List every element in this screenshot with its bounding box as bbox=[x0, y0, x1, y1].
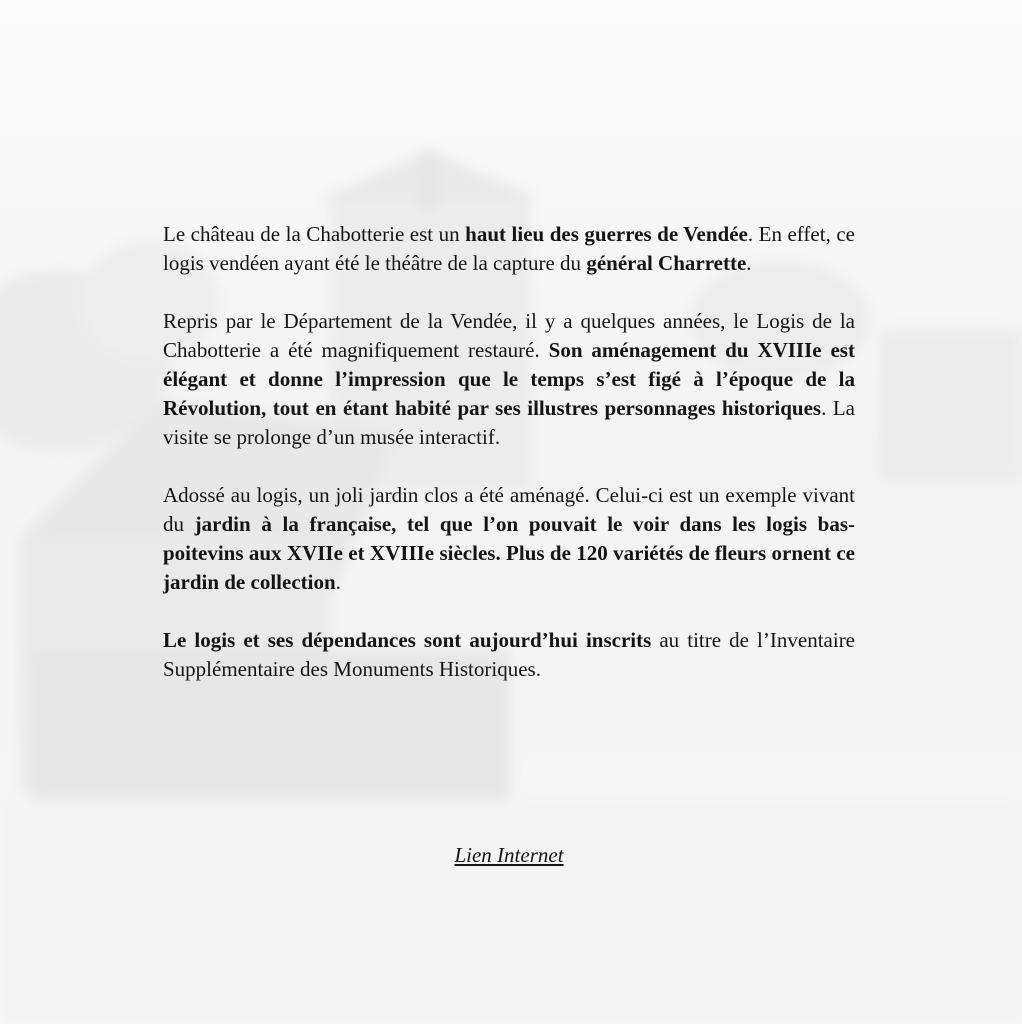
text-run: . bbox=[746, 251, 752, 275]
text-run: . La visite se prolonge d’un musée interactif. bbox=[163, 396, 855, 449]
text-run: Repris par le Département de la Vendée, il y a quelques années, le Logis de la Chabotterie a été magnifiquement restauré. bbox=[163, 309, 855, 362]
text-run: . En effet, ce logis vendéen ayant été le théâtre de la capture du bbox=[163, 222, 855, 275]
article-text bbox=[163, 220, 855, 713]
text-run-bold: jardin à la française, tel que l’on pouvait le voir dans les logis bas-poitevins aux XVIIe et XVIIIe siècles. Plus de 120 variétés de fleurs ornent ce jardin de collection bbox=[163, 512, 856, 594]
text-run-bold: Son aménagement du XVIIIe est élégant et donne l’impression que le temps s’est figé à l’époque de la Révolution, tout en étant habité par ses illustres personnages historiques bbox=[163, 338, 855, 420]
text-run: au titre de l’Inventaire Supplémentaire des Monuments Historiques. bbox=[163, 628, 856, 681]
text-run: Le château de la Chabotterie est un bbox=[163, 222, 466, 246]
text-run-bold: Le logis et ses dépendances sont aujourd’hui inscrits bbox=[163, 628, 652, 652]
text-run-bold: général Charrette bbox=[586, 251, 747, 275]
text-run: . bbox=[335, 570, 341, 594]
paragraph-monuments bbox=[163, 626, 855, 684]
paragraph-garden bbox=[163, 481, 855, 597]
paragraph-history bbox=[163, 220, 855, 278]
link-row bbox=[163, 841, 855, 870]
paragraph-restoration bbox=[163, 307, 855, 452]
website-link[interactable]: Lien Internet bbox=[454, 843, 564, 867]
text-run: Adossé au logis, un joli jardin clos a été aménagé. Celui-ci est un exemple vivant du bbox=[163, 483, 855, 536]
text-run-bold: haut lieu des guerres de Vendée bbox=[465, 222, 748, 246]
